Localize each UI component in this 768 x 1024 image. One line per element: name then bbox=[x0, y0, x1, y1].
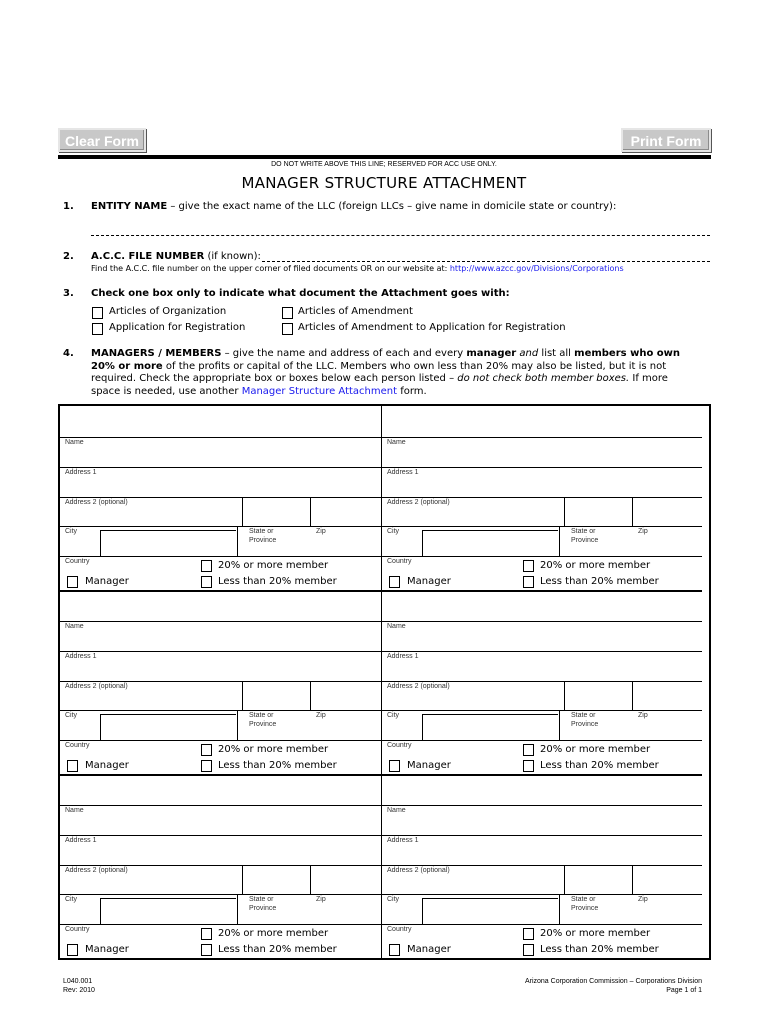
person-2-address2-field[interactable] bbox=[387, 508, 687, 526]
person-6-less20-label: Less than 20% member bbox=[540, 944, 659, 955]
entity-name-label: ENTITY NAME bbox=[91, 201, 168, 212]
person-4-city-field[interactable] bbox=[422, 714, 558, 740]
item4-t3: list all bbox=[538, 348, 575, 359]
person-2-country-label: Country bbox=[387, 558, 412, 565]
item4-20pct: 20% or more bbox=[91, 360, 163, 372]
clear-form-button[interactable]: Clear Form bbox=[58, 128, 146, 152]
person-2-address2-label: Address 2 (optional) bbox=[387, 499, 450, 506]
person-5-address1-row bbox=[60, 835, 381, 865]
articles-of-organization-label: Articles of Organization bbox=[109, 306, 227, 317]
person-6-manager-checkbox[interactable] bbox=[389, 944, 400, 956]
person-5-name-row bbox=[60, 805, 381, 835]
person-6-address2-row bbox=[381, 865, 702, 894]
person-3-name-label: Name bbox=[65, 623, 84, 630]
person-6-zip-label: Zip bbox=[638, 896, 648, 903]
person-3-city-label: City bbox=[65, 712, 78, 719]
person-2-province-label: Province bbox=[571, 537, 599, 544]
person-2-header-row bbox=[381, 406, 702, 437]
person-3-address1-field[interactable] bbox=[65, 662, 365, 680]
reserved-note: DO NOT WRITE ABOVE THIS LINE; RESERVED FOR ACC USE ONLY. bbox=[271, 161, 497, 168]
person-2-addr2-divider-b bbox=[632, 498, 633, 526]
person-2-name-row bbox=[381, 437, 702, 467]
person-1-less20-label: Less than 20% member bbox=[218, 576, 337, 587]
person-6-province-label: Province bbox=[571, 905, 599, 912]
person-5-addr2-divider-a bbox=[242, 866, 243, 894]
person-6-city-label: City bbox=[387, 896, 400, 903]
person-6-name-row bbox=[381, 805, 702, 835]
item4-t1: – give the name and address of each and every bbox=[221, 348, 467, 359]
person-1-address1-row bbox=[60, 467, 381, 497]
person-6-address2-label: Address 2 (optional) bbox=[387, 867, 450, 874]
person-3-country-row bbox=[60, 740, 381, 774]
person-3-manager-checkbox[interactable] bbox=[67, 760, 78, 772]
person-3-20pct-label: 20% or more member bbox=[218, 744, 329, 755]
person-4-header-row bbox=[381, 590, 702, 621]
file-number-help-text: Find the A.C.C. file number on the upper corner of filed documents OR on our website at: bbox=[91, 264, 450, 273]
person-5-address1-label: Address 1 bbox=[65, 837, 97, 844]
person-1-name-field[interactable] bbox=[65, 448, 365, 466]
item3-text: Check one box only to indicate what document the Attachment goes with: bbox=[91, 288, 510, 299]
person-2-20pct-checkbox[interactable] bbox=[523, 560, 534, 572]
item1-number: 1. bbox=[63, 201, 74, 212]
person-4-zip-label: Zip bbox=[638, 712, 648, 719]
person-3-address2-row bbox=[60, 681, 381, 710]
person-1-20pct-checkbox[interactable] bbox=[201, 560, 212, 572]
person-1-city-divider bbox=[237, 527, 238, 556]
person-5-address2-field[interactable] bbox=[65, 876, 365, 894]
person-6-city-field[interactable] bbox=[422, 898, 558, 924]
person-6-20pct-checkbox[interactable] bbox=[523, 928, 534, 940]
person-5-province-label: Province bbox=[249, 905, 277, 912]
item4-number: 4. bbox=[63, 348, 74, 359]
file-number-label: A.C.C. FILE NUMBER bbox=[91, 251, 205, 262]
person-1-address2-field[interactable] bbox=[65, 508, 365, 526]
person-5-address2-row bbox=[60, 865, 381, 894]
person-4-addr2-divider-b bbox=[632, 682, 633, 710]
person-1-city-field[interactable] bbox=[100, 530, 236, 556]
person-5-zip-label: Zip bbox=[316, 896, 326, 903]
person-5-city-row bbox=[60, 894, 381, 924]
person-3-country-label: Country bbox=[65, 742, 90, 749]
person-2-city-row bbox=[381, 526, 702, 556]
person-2-20pct-label: 20% or more member bbox=[540, 560, 651, 571]
person-2-name-field[interactable] bbox=[387, 448, 687, 466]
person-5-addr2-divider-b bbox=[310, 866, 311, 894]
person-3-header-row bbox=[60, 590, 381, 621]
articles-of-amendment-checkbox[interactable] bbox=[282, 307, 293, 319]
person-1-address1-field[interactable] bbox=[65, 478, 365, 496]
person-1-header-row bbox=[60, 406, 381, 437]
entity-name-field[interactable] bbox=[91, 235, 710, 236]
person-3-name-row bbox=[60, 621, 381, 651]
person-2-country-row bbox=[381, 556, 702, 590]
person-6-name-field[interactable] bbox=[387, 816, 687, 834]
person-3-city-divider bbox=[237, 711, 238, 740]
person-2-name-label: Name bbox=[387, 439, 406, 446]
print-form-button[interactable]: Print Form bbox=[621, 128, 711, 152]
person-3-address1-row bbox=[60, 651, 381, 681]
person-1-city-label: City bbox=[65, 528, 78, 535]
person-6-address1-row bbox=[381, 835, 702, 865]
person-6-address1-label: Address 1 bbox=[387, 837, 419, 844]
person-3-20pct-checkbox[interactable] bbox=[201, 744, 212, 756]
person-1-name-label: Name bbox=[65, 439, 84, 446]
person-1-20pct-label: 20% or more member bbox=[218, 560, 329, 571]
person-5-manager-checkbox[interactable] bbox=[67, 944, 78, 956]
person-4-manager-label: Manager bbox=[407, 760, 451, 771]
person-4-name-label: Name bbox=[387, 623, 406, 630]
entity-name-instructions: – give the exact name of the LLC (foreign LLCs – give name in domicile state or country): bbox=[167, 201, 617, 212]
person-2-manager-checkbox[interactable] bbox=[389, 576, 400, 588]
person-3-address2-field[interactable] bbox=[65, 692, 365, 710]
person-4-country-row bbox=[381, 740, 702, 774]
person-3-less20-label: Less than 20% member bbox=[218, 760, 337, 771]
person-6-20pct-label: 20% or more member bbox=[540, 928, 651, 939]
file-number-suffix: (if known): bbox=[204, 251, 261, 262]
person-4-20pct-checkbox[interactable] bbox=[523, 744, 534, 756]
person-5-state-label: State or bbox=[249, 896, 274, 903]
person-5-header-row bbox=[60, 774, 381, 805]
person-5-less20-checkbox[interactable] bbox=[201, 944, 212, 956]
person-6-address2-field[interactable] bbox=[387, 876, 687, 894]
person-1-address2-label: Address 2 (optional) bbox=[65, 499, 128, 506]
application-for-registration-label: Application for Registration bbox=[109, 322, 246, 333]
person-5-20pct-checkbox[interactable] bbox=[201, 928, 212, 940]
item4-t5b: If more bbox=[629, 373, 668, 384]
person-4-name-row bbox=[381, 621, 702, 651]
person-4-country-label: Country bbox=[387, 742, 412, 749]
item4-t5i: do not check both member boxes. bbox=[457, 373, 630, 384]
person-1-manager-checkbox[interactable] bbox=[67, 576, 78, 588]
person-5-manager-label: Manager bbox=[85, 944, 129, 955]
person-6-country-row bbox=[381, 924, 702, 958]
person-1-city-row bbox=[60, 526, 381, 556]
person-2-manager-label: Manager bbox=[407, 576, 451, 587]
articles-of-amendment-label: Articles of Amendment bbox=[298, 306, 413, 317]
person-5-city-field[interactable] bbox=[100, 898, 236, 924]
item4-t5: required. Check the appropriate box or boxes below each person listed – bbox=[91, 373, 458, 384]
item1-text bbox=[91, 201, 616, 212]
person-4-address2-label: Address 2 (optional) bbox=[387, 683, 450, 690]
person-4-address2-row bbox=[381, 681, 702, 710]
person-1-less20-checkbox[interactable] bbox=[201, 576, 212, 588]
person-4-name-field[interactable] bbox=[387, 632, 687, 650]
person-4-less20-checkbox[interactable] bbox=[523, 760, 534, 772]
person-4-manager-checkbox[interactable] bbox=[389, 760, 400, 772]
file-number-help bbox=[91, 264, 624, 273]
person-4-address1-field[interactable] bbox=[387, 662, 687, 680]
person-6-less20-checkbox[interactable] bbox=[523, 944, 534, 956]
person-5-country-row bbox=[60, 924, 381, 958]
person-5-name-field[interactable] bbox=[65, 816, 365, 834]
person-3-addr2-divider-b bbox=[310, 682, 311, 710]
person-4-state-label: State or bbox=[571, 712, 596, 719]
person-2-address1-row bbox=[381, 467, 702, 497]
person-6-city-row bbox=[381, 894, 702, 924]
person-5-name-label: Name bbox=[65, 807, 84, 814]
item4-and: and bbox=[516, 348, 539, 359]
person-6-city-divider bbox=[559, 895, 560, 924]
item2-number: 2. bbox=[63, 251, 74, 262]
manager-structure-link[interactable]: Manager Structure Attachment bbox=[241, 385, 398, 397]
person-4-addr2-divider-a bbox=[564, 682, 565, 710]
person-1-manager-label: Manager bbox=[85, 576, 129, 587]
members-grid bbox=[58, 404, 711, 960]
person-2-zip-label: Zip bbox=[638, 528, 648, 535]
person-6-state-label: State or bbox=[571, 896, 596, 903]
person-3-addr2-divider-a bbox=[242, 682, 243, 710]
item3-number: 3. bbox=[63, 288, 74, 299]
person-6-addr2-divider-b bbox=[632, 866, 633, 894]
person-3-zip-label: Zip bbox=[316, 712, 326, 719]
managers-members-label: MANAGERS / MEMBERS bbox=[91, 348, 222, 359]
person-1-state-label: State or bbox=[249, 528, 274, 535]
file-number-field[interactable] bbox=[262, 261, 710, 262]
person-1-addr2-divider-a bbox=[242, 498, 243, 526]
person-4-address2-field[interactable] bbox=[387, 692, 687, 710]
person-4-20pct-label: 20% or more member bbox=[540, 744, 651, 755]
application-for-registration-checkbox[interactable] bbox=[92, 323, 103, 335]
person-4-address1-row bbox=[381, 651, 702, 681]
person-1-zip-label: Zip bbox=[316, 528, 326, 535]
person-1-name-row bbox=[60, 437, 381, 467]
reserved-divider bbox=[58, 155, 711, 159]
person-4-address1-label: Address 1 bbox=[387, 653, 419, 660]
item4-t6: space is needed, use another bbox=[91, 385, 242, 397]
person-6-address1-field[interactable] bbox=[387, 846, 687, 864]
person-1-country-row bbox=[60, 556, 381, 590]
person-1-province-label: Province bbox=[249, 537, 277, 544]
person-1-address2-row bbox=[60, 497, 381, 526]
person-3-province-label: Province bbox=[249, 721, 277, 728]
item4-text bbox=[91, 348, 716, 398]
item2-text bbox=[91, 251, 261, 262]
person-6-header-row bbox=[381, 774, 702, 805]
person-3-address2-label: Address 2 (optional) bbox=[65, 683, 128, 690]
person-2-less20-checkbox[interactable] bbox=[523, 576, 534, 588]
person-3-less20-checkbox[interactable] bbox=[201, 760, 212, 772]
person-2-city-field[interactable] bbox=[422, 530, 558, 556]
amendment-to-application-checkbox[interactable] bbox=[282, 323, 293, 335]
item4-manager: manager bbox=[466, 348, 517, 359]
page-number: Page 1 of 1 bbox=[666, 987, 702, 994]
person-6-manager-label: Manager bbox=[407, 944, 451, 955]
person-5-city-divider bbox=[237, 895, 238, 924]
person-3-manager-label: Manager bbox=[85, 760, 129, 771]
person-2-addr2-divider-a bbox=[564, 498, 565, 526]
person-3-name-field[interactable] bbox=[65, 632, 365, 650]
person-5-country-label: Country bbox=[65, 926, 90, 933]
person-2-address1-label: Address 1 bbox=[387, 469, 419, 476]
person-5-city-label: City bbox=[65, 896, 78, 903]
amendment-to-application-label: Articles of Amendment to Application for Registration bbox=[298, 322, 566, 333]
person-3-state-label: State or bbox=[249, 712, 274, 719]
person-2-address2-row bbox=[381, 497, 702, 526]
person-5-20pct-label: 20% or more member bbox=[218, 928, 329, 939]
articles-of-organization-checkbox[interactable] bbox=[92, 307, 103, 319]
item4-t4: of the profits or capital of the LLC. Members who own less than 20% may also be listed, but it is not bbox=[162, 360, 667, 372]
person-2-city-divider bbox=[559, 527, 560, 556]
person-4-city-divider bbox=[559, 711, 560, 740]
form-number: L040.001 bbox=[63, 978, 93, 985]
person-5-address2-label: Address 2 (optional) bbox=[65, 867, 128, 874]
item4-members: members who own bbox=[574, 348, 681, 359]
person-2-less20-label: Less than 20% member bbox=[540, 576, 659, 587]
person-3-city-row bbox=[60, 710, 381, 740]
person-4-city-label: City bbox=[387, 712, 400, 719]
person-6-name-label: Name bbox=[387, 807, 406, 814]
person-4-province-label: Province bbox=[571, 721, 599, 728]
revision: Rev: 2010 bbox=[63, 987, 95, 994]
person-5-address1-field[interactable] bbox=[65, 846, 365, 864]
person-2-address1-field[interactable] bbox=[387, 478, 687, 496]
person-3-address1-label: Address 1 bbox=[65, 653, 97, 660]
person-2-state-label: State or bbox=[571, 528, 596, 535]
azcc-link[interactable]: http://www.azcc.gov/Divisions/Corporations bbox=[449, 264, 624, 273]
page-title: MANAGER STRUCTURE ATTACHMENT bbox=[241, 174, 527, 192]
agency-name: Arizona Corporation Commission – Corporations Division bbox=[524, 978, 702, 985]
person-1-addr2-divider-b bbox=[310, 498, 311, 526]
person-2-city-label: City bbox=[387, 528, 400, 535]
person-4-less20-label: Less than 20% member bbox=[540, 760, 659, 771]
item4-t7: form. bbox=[397, 385, 427, 397]
person-1-country-label: Country bbox=[65, 558, 90, 565]
person-5-less20-label: Less than 20% member bbox=[218, 944, 337, 955]
person-3-city-field[interactable] bbox=[100, 714, 236, 740]
person-6-country-label: Country bbox=[387, 926, 412, 933]
person-4-city-row bbox=[381, 710, 702, 740]
person-1-address1-label: Address 1 bbox=[65, 469, 97, 476]
person-6-addr2-divider-a bbox=[564, 866, 565, 894]
